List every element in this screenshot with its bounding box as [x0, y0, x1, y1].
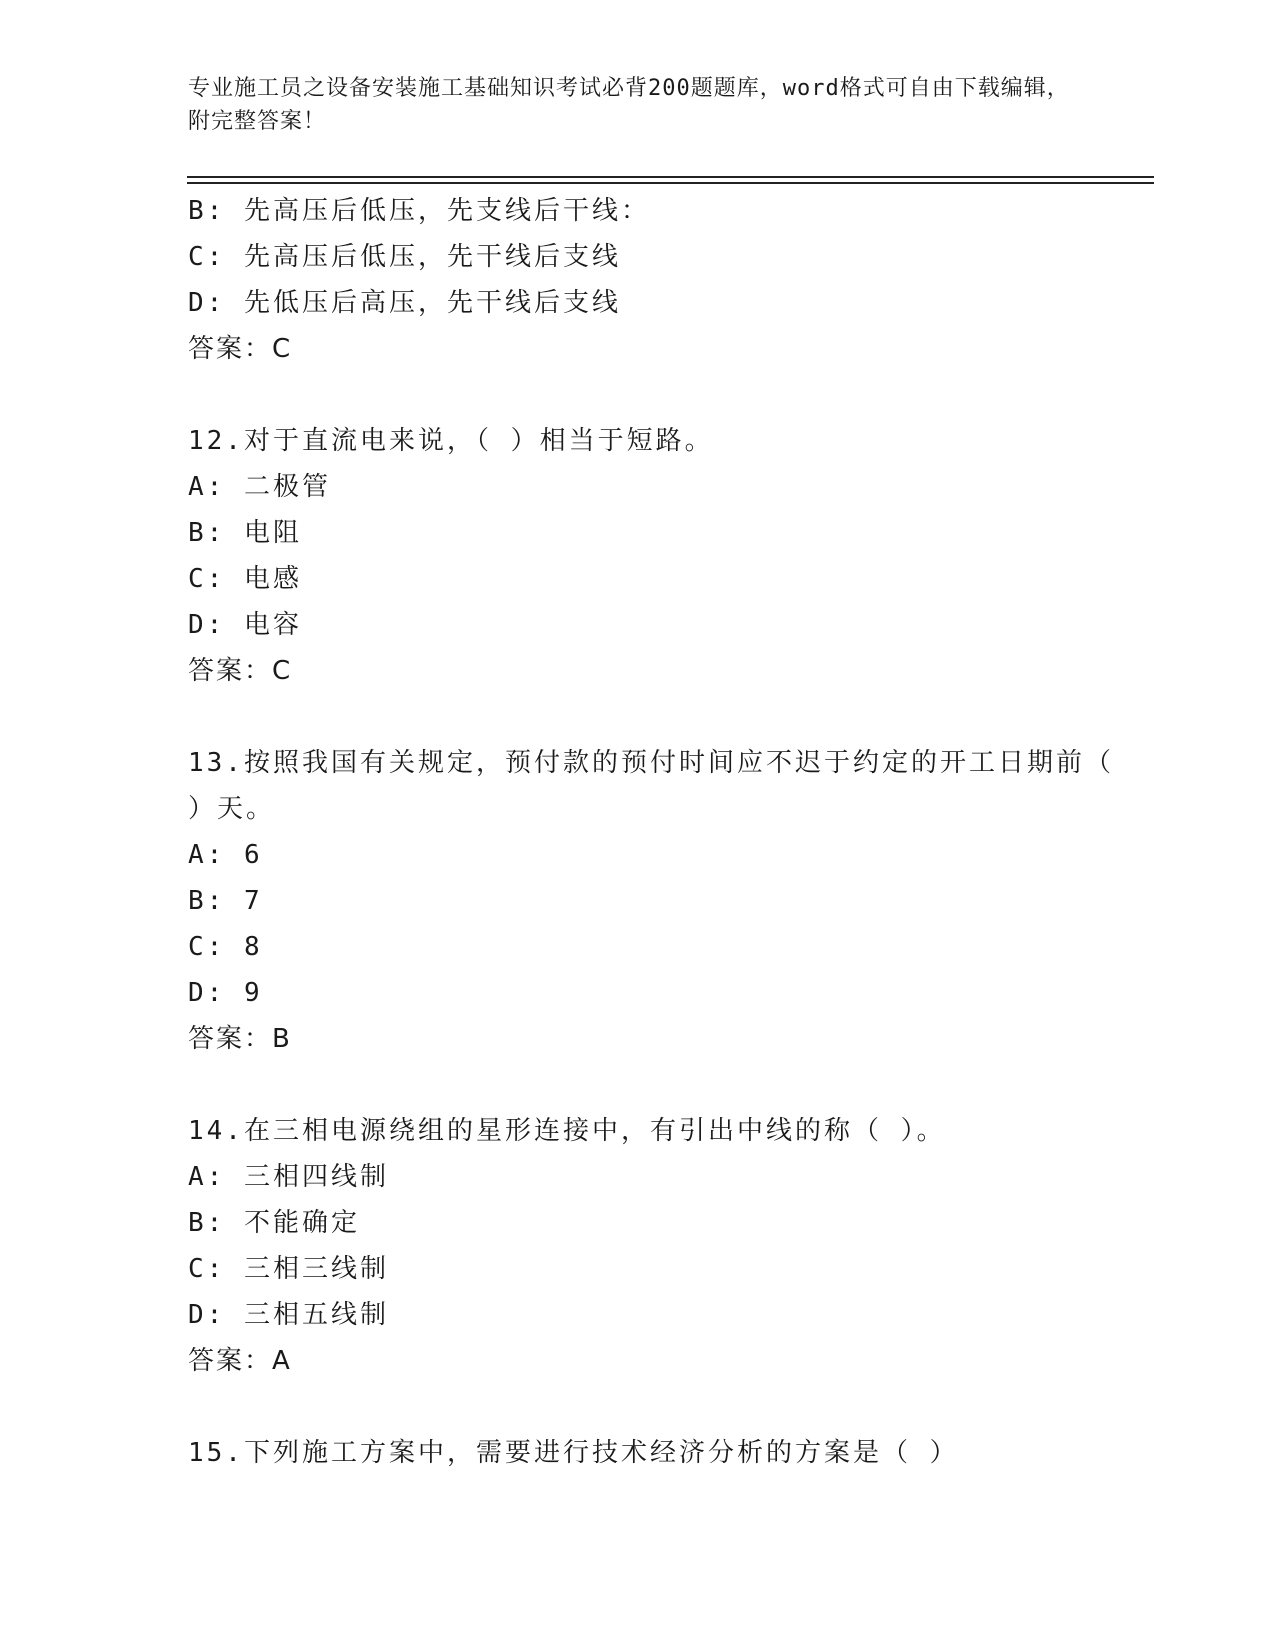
question-14-stem: 14.在三相电源绕组的星形连接中，有引出中线的称（ ）。 — [188, 1116, 946, 1146]
question-12-option-c: C: 电感 — [188, 564, 302, 594]
question-13-option-b: B: 7 — [188, 886, 263, 916]
question-14-option-a: A: 三相四线制 — [188, 1162, 389, 1192]
question-11-option-d: D: 先低压后高压，先干线后支线 — [188, 288, 621, 318]
question-13-answer: 答案：B — [188, 1024, 292, 1054]
question-14-block — [188, 1108, 1148, 1384]
header-divider-top — [187, 176, 1154, 178]
question-12-block — [188, 418, 1148, 694]
question-11-block — [188, 188, 1148, 372]
question-15-stem: 15.下列施工方案中，需要进行技术经济分析的方案是（ ） — [188, 1438, 959, 1468]
spacer — [188, 372, 1148, 418]
question-12-stem: 12.对于直流电来说，（ ）相当于短路。 — [188, 426, 714, 456]
question-14-answer: 答案：A — [188, 1346, 292, 1376]
spacer — [188, 1384, 1148, 1430]
question-11-option-c: C: 先高压后低压，先干线后支线 — [188, 242, 621, 272]
spacer — [188, 694, 1148, 740]
question-12-option-d: D: 电容 — [188, 610, 302, 640]
document-header — [188, 72, 1088, 138]
question-14-option-b: B: 不能确定 — [188, 1208, 360, 1238]
spacer — [188, 1062, 1148, 1108]
header-title: 专业施工员之设备安装施工基础知识考试必背200题题库，word格式可自由下载编辑，附完整答案！ — [188, 76, 1070, 134]
question-12-option-a: A: 二极管 — [188, 472, 331, 502]
question-13-stem: 13.按照我国有关规定，预付款的预付时间应不迟于约定的开工日期前（ ）天。 — [188, 748, 1114, 824]
question-14-option-d: D: 三相五线制 — [188, 1300, 389, 1330]
question-11-option-b: B: 先高压后低压，先支线后干线： — [188, 196, 650, 226]
question-list — [188, 188, 1148, 1476]
header-divider-bottom — [187, 182, 1154, 184]
question-14-option-c: C: 三相三线制 — [188, 1254, 389, 1284]
question-13-option-a: A: 6 — [188, 840, 263, 870]
question-11-answer: 答案：C — [188, 334, 293, 364]
question-12-option-b: B: 电阻 — [188, 518, 302, 548]
question-12-answer: 答案：C — [188, 656, 293, 686]
question-13-option-c: C: 8 — [188, 932, 263, 962]
question-15-block — [188, 1430, 1148, 1476]
question-13-block — [188, 740, 1148, 1062]
question-13-option-d: D: 9 — [188, 978, 263, 1008]
